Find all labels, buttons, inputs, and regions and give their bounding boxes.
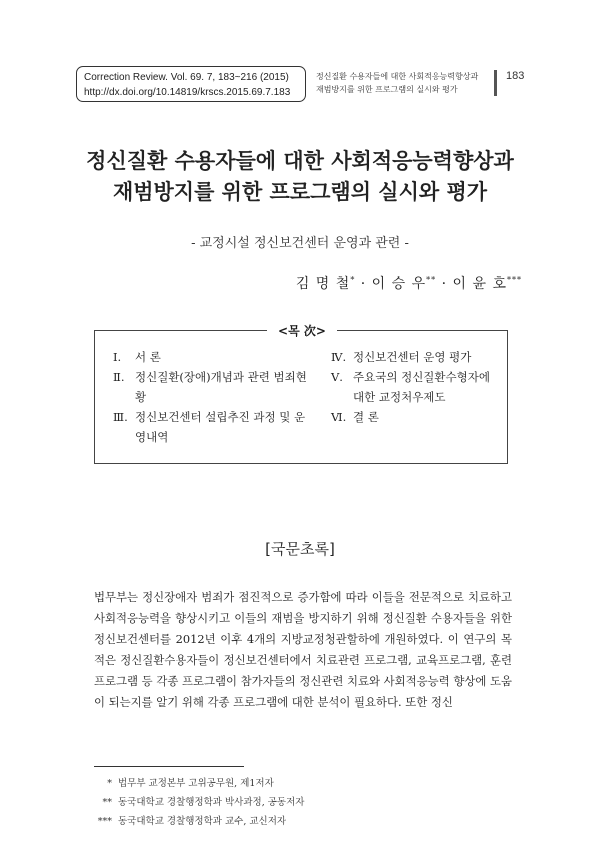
author-separator: · [355,276,372,292]
footnote-text: 법무부 교정본부 고위공무원, 제1저자 [118,778,274,789]
author-mark: *** [507,275,522,285]
table-of-contents [94,324,508,464]
toc-number: Ⅱ. [113,370,125,384]
toc-number: Ⅵ. [331,410,347,424]
footnote-mark: * [107,778,112,789]
footnote-mark: *** [97,816,112,827]
footnotes [96,774,496,831]
footnote-text: 동국대학교 경찰행정학과 박사과정, 공동저자 [118,797,305,808]
footnote [96,793,496,812]
toc-text: 서 론 [135,350,161,364]
footnote-divider [94,766,244,767]
footnote [96,812,496,831]
toc-item[interactable] [331,367,501,407]
toc-item[interactable] [331,407,501,427]
paper-subtitle: - 교정시설 정신보건센터 운영과 관련 - [191,236,409,251]
toc-item[interactable] [113,367,313,407]
title-line: 정신질환 수용자들에 대한 사회적응능력향상과 [86,149,514,173]
abstract-heading: [국문초록] [265,540,335,558]
doi-link[interactable]: http://dx.doi.org/10.14819/krscs.2015.69.7.183 [84,87,291,98]
toc-number: Ⅳ. [331,350,347,364]
toc-text: 주요국의 정신질환수형자에 대한 교정처우제도 [353,370,490,404]
toc-column-right [331,347,501,427]
author-mark: ** [426,275,437,285]
toc-title: <목 次> [267,322,337,339]
journal-citation: Correction Review. Vol. 69. 7, 183~216 (2015) [84,72,289,83]
footnote-mark: ** [102,797,112,808]
author-name: 이 승 우 [371,276,427,292]
toc-text: 정신보건센터 설립추진 과정 및 운영내역 [135,410,306,444]
paper-title [0,146,600,208]
toc-text: 정신질환(장애)개념과 관련 범죄현황 [135,370,307,404]
running-title-line: 재범방지를 위한 프로그램의 실시와 평가 [316,85,458,94]
journal-citation-box [76,66,306,102]
toc-number: Ⅲ. [113,410,128,424]
footnote-text: 동국대학교 경찰행정학과 교수, 교신저자 [118,816,287,827]
toc-text: 결 론 [353,410,379,424]
author-name: 이 윤 호 [452,276,507,292]
author-list [296,273,522,293]
toc-number: Ⅴ. [331,370,343,384]
page-number: 183 [506,70,525,82]
author-name: 김 명 철 [295,276,351,292]
author-mark: * [350,275,356,285]
footnote [96,774,496,793]
running-title-line: 정신질환 수용자들에 대한 사회적응능력향상과 [316,72,479,81]
running-title [316,70,496,96]
page-header [76,66,526,106]
toc-item[interactable] [113,347,313,367]
toc-column-left [113,347,313,447]
header-divider [494,70,497,96]
toc-text: 정신보건센터 운영 평가 [353,350,472,364]
author-separator: · [436,276,453,292]
toc-item[interactable] [331,347,501,367]
toc-number: Ⅰ. [113,350,122,364]
title-line: 재범방지를 위한 프로그램의 실시와 평가 [112,180,488,204]
toc-item[interactable] [113,407,313,447]
abstract-body: 법무부는 정신장애자 범죄가 점진적으로 증가함에 따라 이들을 전문적으로 치료하고 사회적응능력을 향상시키고 이들의 재범을 방지하기 위해 정신질환 수용자들을 위한 정신보건센터를 2012년 이후 4개의 지방교정청관할하에 개원하였다. 이 연구의 목적은 정신질환수용자들이 정신보건센터에서 치료관련 프로그램, 교육프로그램, 훈련프로그램 등 각종 프로그램이 참가자들의 정신관련 치료와 사회적응능력 향상에 도움이 되는지를 알기 위해 각종 프로그램에 대한 분석이 필요하다. 또한 정신 [94,590,512,709]
